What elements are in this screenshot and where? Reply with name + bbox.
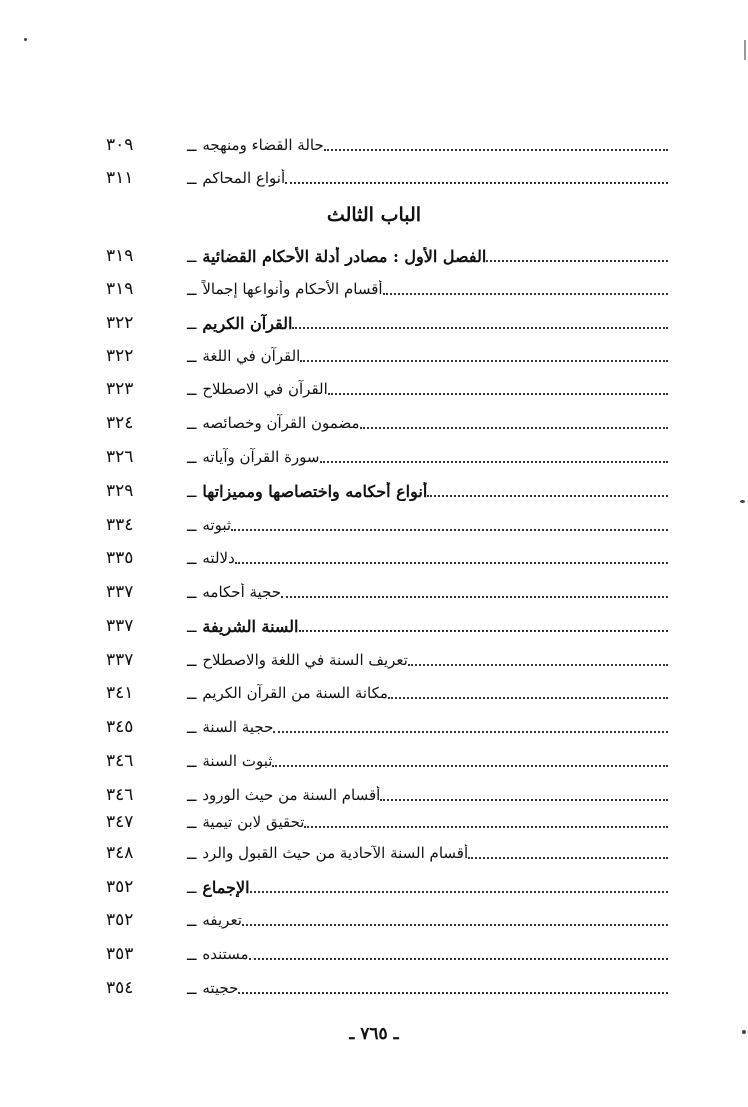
entry-page-number: ٣٥٢ — [106, 877, 134, 897]
toc-entry — [100, 476, 668, 506]
toc-entry — [100, 408, 668, 438]
dot-leader — [292, 327, 668, 329]
entry-title: مستنده — [202, 945, 249, 963]
entry-dash: ــ — [187, 683, 197, 703]
toc-entry — [100, 678, 668, 708]
toc-entry — [100, 611, 668, 641]
dot-leader — [328, 393, 668, 395]
entry-page-number: ٣٤١ — [106, 683, 134, 703]
entry-title: أقسام السنة من حيث الورود — [202, 786, 381, 804]
toc-entry — [100, 807, 668, 837]
dot-leader — [281, 596, 668, 598]
dot-leader — [300, 360, 668, 362]
entry-page-number: ٣٣٧ — [106, 582, 134, 602]
dot-leader — [320, 461, 669, 463]
entry-title: القرآن في اللغة — [202, 347, 301, 365]
toc-entry — [100, 341, 668, 371]
toc-entry — [100, 510, 668, 540]
entry-page-number: ٣١٩ — [106, 279, 134, 299]
entry-title: الفصل الأول : مصادر أدلة الأحكام القضائية — [202, 246, 487, 266]
toc-entry — [100, 780, 668, 810]
entry-page-number: ٣٥٢ — [106, 910, 134, 930]
dot-leader — [242, 924, 668, 926]
scan-speck — [742, 1030, 746, 1034]
entry-title: سورة القرآن وآياته — [202, 448, 320, 466]
scan-edge-mark — [744, 40, 746, 60]
chapter-heading: الباب الثالث — [326, 204, 422, 226]
entry-title: تحقيق لابن تيمية — [202, 813, 305, 831]
toc-entry — [100, 973, 668, 1003]
dot-leader — [299, 630, 669, 632]
toc-entry — [100, 274, 668, 304]
toc-entry — [100, 905, 668, 935]
entry-title: دلالته — [202, 549, 235, 567]
entry-page-number: ٣١٩ — [106, 246, 134, 266]
entry-dash: ــ — [187, 910, 197, 930]
entry-dash: ــ — [187, 785, 197, 805]
entry-page-number: ٣٢٩ — [106, 481, 134, 501]
entry-page-number: ٣٥٤ — [106, 978, 134, 998]
entry-dash: ــ — [187, 978, 197, 998]
entry-dash: ــ — [187, 717, 197, 737]
entry-title: حالة القضاء ومنهجه — [202, 136, 324, 154]
dot-leader — [408, 664, 668, 666]
entry-title: ثبوته — [202, 516, 232, 534]
entry-title: الإجماع — [202, 877, 250, 897]
entry-dash: ــ — [187, 279, 197, 299]
entry-title: حجيته — [202, 979, 239, 997]
dot-leader — [304, 826, 668, 828]
dot-leader — [285, 182, 668, 184]
entry-dash: ــ — [187, 751, 197, 771]
entry-dash: ــ — [187, 548, 197, 568]
entry-dash: ــ — [187, 135, 197, 155]
entry-dash: ــ — [187, 313, 197, 333]
toc-entry — [100, 442, 668, 472]
entry-title: القرآن الكريم — [202, 313, 293, 333]
entry-page-number: ٣١١ — [106, 168, 134, 188]
dot-leader — [468, 857, 668, 859]
entry-dash: ــ — [187, 515, 197, 535]
dot-leader — [273, 731, 668, 733]
toc-entry — [100, 163, 668, 193]
dot-leader — [231, 529, 668, 531]
entry-dash: ــ — [187, 616, 197, 636]
entry-dash: ــ — [187, 481, 197, 501]
entry-title: تعريفه — [202, 911, 242, 929]
entry-title: القرآن في الاصطلاح — [202, 380, 328, 398]
entry-dash: ــ — [187, 944, 197, 964]
dot-leader — [272, 765, 668, 767]
dot-leader — [427, 495, 668, 497]
entry-title: تعريف السنة في اللغة والاصطلاح — [202, 651, 408, 669]
toc-entry — [100, 746, 668, 776]
entry-page-number: ٣٠٩ — [106, 135, 134, 155]
dot-leader — [238, 992, 668, 994]
entry-dash: ــ — [187, 346, 197, 366]
toc-entry — [100, 543, 668, 573]
scan-speck — [740, 500, 745, 503]
entry-title: حجية أحكامه — [202, 583, 282, 601]
dot-leader — [360, 427, 669, 429]
entry-page-number: ٣٣٧ — [106, 650, 134, 670]
entry-page-number: ٣٢٣ — [106, 379, 134, 399]
entry-page-number: ٣٣٧ — [106, 616, 134, 636]
entry-page-number: ٣٤٦ — [106, 751, 134, 771]
entry-dash: ــ — [187, 168, 197, 188]
dot-leader — [486, 260, 668, 262]
entry-title: مضمون القرآن وخصائصه — [202, 414, 360, 432]
entry-title: مكانة السنة من القرآن الكريم — [202, 684, 388, 702]
entry-dash: ــ — [187, 413, 197, 433]
toc-entry — [100, 645, 668, 675]
toc-entry — [100, 838, 668, 868]
entry-page-number: ٣٤٥ — [106, 717, 134, 737]
entry-dash: ــ — [187, 379, 197, 399]
entry-dash: ــ — [187, 650, 197, 670]
toc-entry — [100, 241, 668, 271]
dot-leader — [249, 958, 668, 960]
entry-dash: ــ — [187, 812, 197, 832]
page-number-footer: ـ ٧٦٥ ـ — [349, 1024, 399, 1044]
entry-page-number: ٣٣٥ — [106, 548, 134, 568]
toc-entry — [100, 308, 668, 338]
entry-dash: ــ — [187, 582, 197, 602]
entry-page-number: ٣٢٦ — [106, 447, 134, 467]
dot-leader — [383, 293, 668, 295]
entry-page-number: ٣٢٤ — [106, 413, 134, 433]
entry-title: أنواع المحاكم — [202, 169, 286, 187]
dot-leader — [380, 799, 668, 801]
entry-dash: ــ — [187, 877, 197, 897]
dot-leader — [324, 149, 668, 151]
entry-page-number: ٣٣٤ — [106, 515, 134, 535]
toc-entry — [100, 374, 668, 404]
toc-entry — [100, 939, 668, 969]
entry-title: السنة الشريفة — [202, 616, 299, 636]
toc-entry — [100, 712, 668, 742]
dot-leader — [250, 891, 668, 893]
entry-title: حجية السنة — [202, 718, 274, 736]
scan-speck — [24, 38, 27, 41]
toc-entry — [100, 577, 668, 607]
entry-dash: ــ — [187, 843, 197, 863]
entry-page-number: ٣٤٧ — [106, 812, 134, 832]
entry-page-number: ٣٢٢ — [106, 313, 134, 333]
entry-title: أقسام السنة الآحادية من حيث القبول والرد — [202, 844, 469, 862]
entry-page-number: ٣٢٢ — [106, 346, 134, 366]
entry-dash: ــ — [187, 246, 197, 266]
toc-entry — [100, 872, 668, 902]
entry-page-number: ٣٤٨ — [106, 843, 134, 863]
entry-title: ثبوت السنة — [202, 752, 273, 770]
entry-page-number: ٣٤٦ — [106, 785, 134, 805]
dot-leader — [388, 697, 668, 699]
entry-page-number: ٣٥٣ — [106, 944, 134, 964]
dot-leader — [235, 562, 668, 564]
entry-dash: ــ — [187, 447, 197, 467]
entry-title: أقسام الأحكام وأنواعها إجمالاً — [202, 280, 383, 298]
toc-entry — [100, 130, 668, 160]
entry-title: أنواع أحكامه واختصاصها ومميزاتها — [202, 481, 428, 501]
